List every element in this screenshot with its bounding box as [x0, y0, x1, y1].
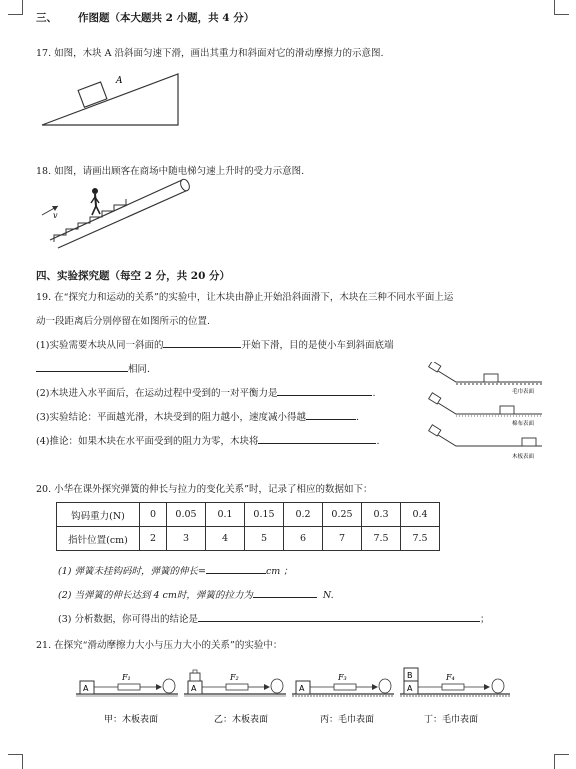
q19-blank-1[interactable] [163, 338, 241, 348]
q20-sub3: (3) 分析数据，你可得出的结论是 ； [58, 614, 490, 625]
crop-mark-bottom-left [8, 754, 23, 769]
surface-label-cotton: 棉布表面 [512, 421, 535, 427]
force-label-1: F₁ [122, 673, 131, 682]
block-a [78, 82, 107, 107]
q18-text: 18. 如图，请画出顾客在商场中随电梯匀速上升时的受力示意图. [36, 166, 305, 177]
q19-line1: 19. 在“探究力和运动的关系”的实验中，让木块由静止开始沿斜面滑下，木块在三种不同水平面上运 [36, 292, 454, 303]
q20-sub2: (2) 当弹簧的伸长达到 4 cm时，弹簧的拉力为 N. [58, 590, 334, 601]
q19-part1-start: (1)实验需要木块从同一斜面的 [36, 340, 164, 351]
section4-title: 四、实验探究题（每空 2 分，共 20 分） [36, 270, 231, 282]
table-cell: 0.05 [167, 503, 206, 527]
caption-ding: 丁：毛巾表面 [424, 715, 479, 725]
q19-line2: 动一段距离后分别停留在如图所示的位置. [36, 316, 211, 327]
q19-blank-4[interactable] [306, 410, 356, 420]
table-cell: 0.15 [245, 503, 284, 527]
table-cell: 7 [323, 527, 362, 551]
q21-friction-figure [74, 664, 514, 726]
table-row-label: 指针位置(cm) [57, 527, 140, 551]
q19-blank-5[interactable] [258, 434, 376, 444]
table-cell: 0.4 [401, 503, 440, 527]
ramp-towel [429, 362, 542, 395]
force-label-2: F₂ [230, 673, 239, 682]
q19-part1-mid: 开始下滑，目的是使小车到斜面底端 [241, 340, 394, 351]
caption-jia: 甲：木板表面 [104, 715, 159, 725]
q19-part3-text: (3)实验结论：平面越光滑，木块受到的阻力越小，速度减小得越 [36, 412, 306, 423]
q20-data-table [56, 502, 440, 551]
svg-text:A: A [407, 684, 413, 693]
table-cell: 7.5 [362, 527, 401, 551]
setup-yi [184, 670, 286, 725]
force-label-3: F₃ [338, 673, 347, 682]
block-a-label: A [116, 76, 123, 86]
caption-bing: 丙：毛巾表面 [320, 715, 375, 725]
setup-jia [76, 673, 178, 725]
table-row [57, 503, 440, 527]
q19-part1-end: 相同. [128, 364, 151, 375]
q19-part3: (3)实验结论：平面越光滑，木块受到的阻力越小，速度减小得越 . [36, 412, 359, 423]
table-cell: 0.1 [206, 503, 245, 527]
table-cell: 0 [140, 503, 167, 527]
q19-part2-text: (2)木块进入水平面后，在运动过程中受到的一对平衡力是 [36, 388, 278, 399]
q20-text: 20. 小华在课外探究弹簧的伸长与拉力的变化关系”时，记录了相应的数据如下： [36, 484, 373, 495]
velocity-label: v [53, 211, 58, 220]
table-cell: 0.3 [362, 503, 401, 527]
section3-number: 三、 [36, 12, 57, 24]
q19-part1 [36, 337, 393, 351]
q19-blank-2[interactable] [36, 362, 128, 372]
q20-blank-2[interactable] [253, 588, 317, 598]
section3-title: 作图题（本大题共 2 小题，共 4 分） [78, 12, 255, 24]
q18-escalator-figure [36, 178, 196, 250]
caption-yi: 乙：木板表面 [214, 715, 269, 725]
q20-sub1: (1) 弹簧未挂钩码时，弹簧的伸长= cm ； [58, 566, 293, 577]
q17-incline-figure [38, 64, 183, 130]
ramp-cotton [429, 393, 542, 427]
q19-part2: (2)木块进入水平面后，在运动过程中受到的一对平衡力是 . [36, 388, 376, 399]
q20-blank-3[interactable] [198, 612, 480, 622]
q19-part4-text: (4)推论：如果木块在水平面受到的阻力为零，木块将 [36, 436, 259, 447]
q19-part4: (4)推论：如果木块在水平面受到的阻力为零，木块将 . [36, 436, 380, 447]
crop-mark-top-right [554, 0, 569, 15]
svg-text:A: A [191, 684, 197, 693]
surface-label-towel: 毛巾表面 [512, 389, 535, 395]
table-cell: 3 [167, 527, 206, 551]
table-cell: 7.5 [401, 527, 440, 551]
table-cell: 0.2 [284, 503, 323, 527]
surface-label-wood: 木板表面 [512, 454, 535, 460]
table-row [57, 527, 440, 551]
svg-text:B: B [407, 671, 413, 680]
table-cell: 0.25 [323, 503, 362, 527]
table-row-label: 钩码重力(N) [57, 503, 140, 527]
table-cell: 5 [245, 527, 284, 551]
table-cell: 4 [206, 527, 245, 551]
crop-mark-top-left [8, 0, 23, 15]
crop-mark-bottom-right [554, 754, 569, 769]
q17-text: 17. 如图，木块 A 沿斜面匀速下滑，画出其重力和斜面对它的滑动摩擦力的示意图. [36, 48, 384, 59]
setup-ding [400, 668, 510, 725]
q19-part1-cont [36, 361, 150, 375]
ramp-wood [429, 425, 542, 460]
force-label-4: F₄ [446, 673, 455, 682]
q19-blank-3[interactable] [277, 386, 372, 396]
setup-bing [292, 673, 394, 725]
q19-ramps-figure [428, 362, 546, 462]
table-cell: 6 [284, 527, 323, 551]
q21-text: 21. 在探究“滑动摩擦力大小与压力大小的关系”的实验中： [36, 640, 283, 651]
table-cell: 2 [140, 527, 167, 551]
q20-blank-1[interactable] [206, 564, 266, 574]
svg-text:A: A [299, 684, 305, 693]
svg-text:A: A [83, 684, 89, 693]
